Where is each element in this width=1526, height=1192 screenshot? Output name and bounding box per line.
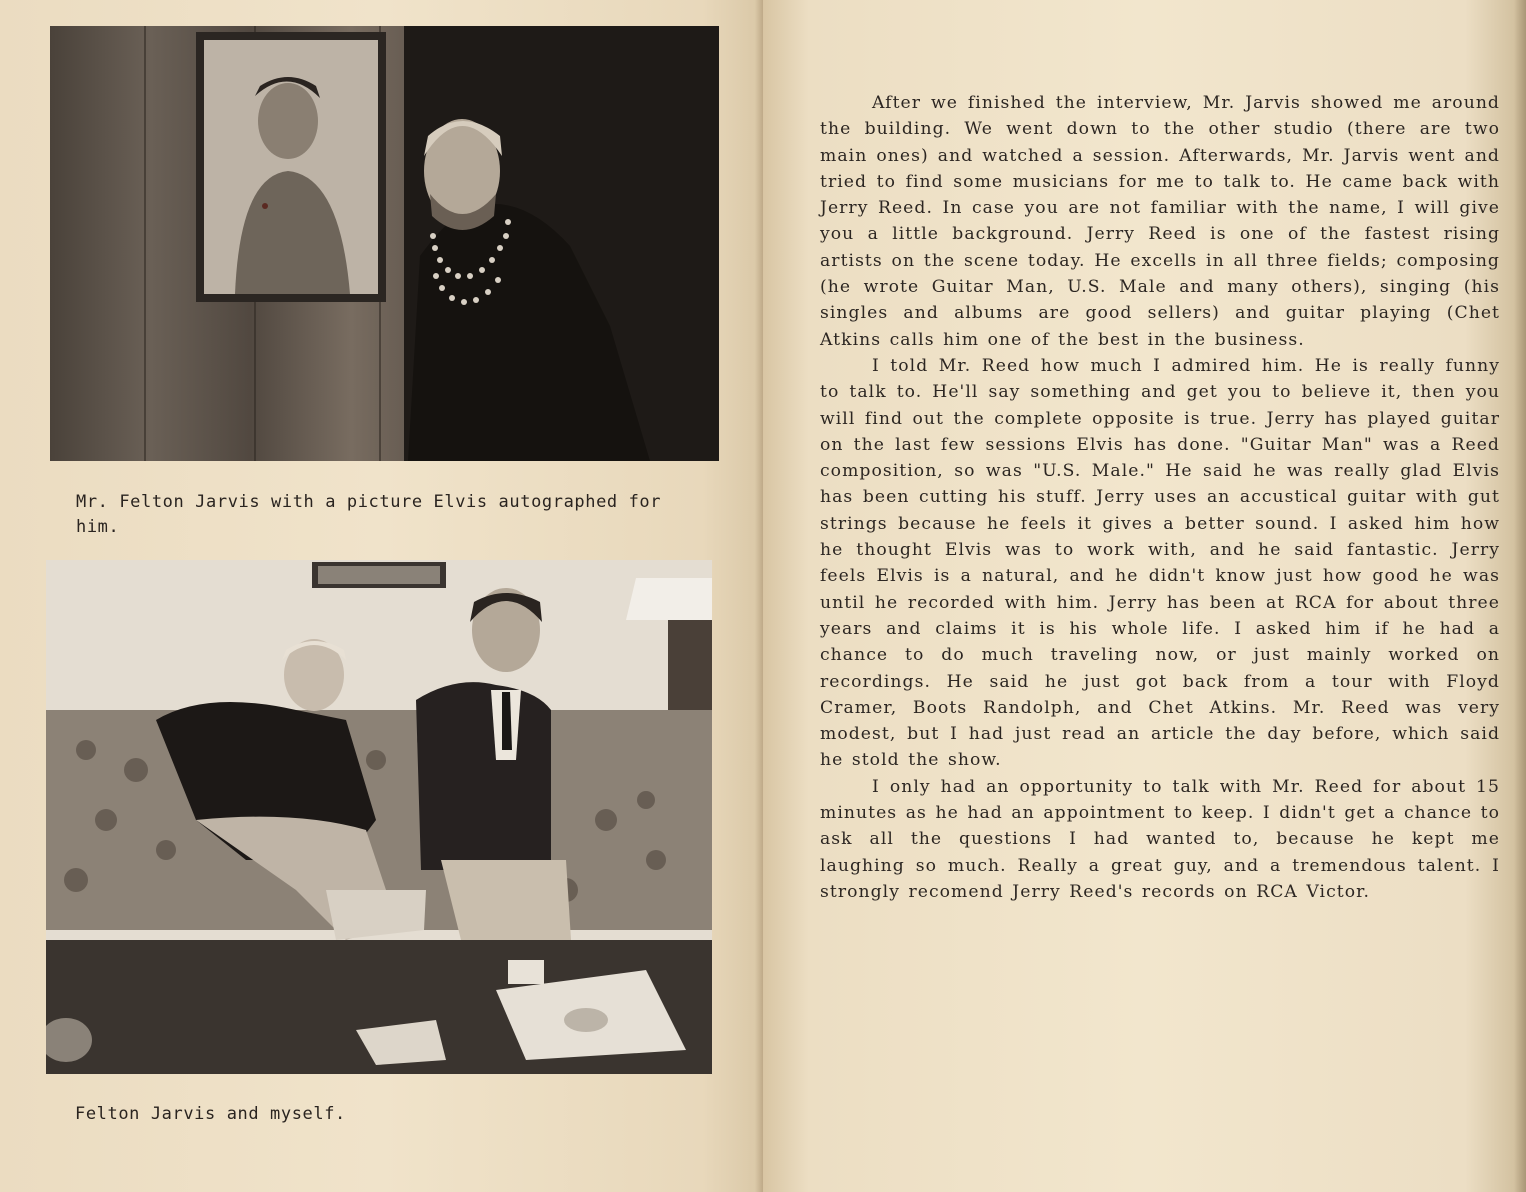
article-paragraph-1: After we finished the interview, Mr. Jarvis showed me around the building. We went down to the other studio (there are two main ones) and watched a session. Afterwards, Mr. Jarvis went and tried to find some musicians for me to talk to. He came back with Jerry Reed. In case you are not familiar with the name, I will give you a little background. Jerry Reed is one of the fastest rising artists on the scene today. He excells in all three fields; composing (he wrote Guitar Man, U.S. Male and many others), singing (his singles and albums are good sellers) and guitar playing (Chet Atkins calls him one of the best in the business.	[820, 93, 1500, 350]
photo2-caption: Felton Jarvis and myself.	[75, 1104, 346, 1124]
article-text	[820, 90, 1500, 905]
photo-felton-jarvis-and-author-on-sofa	[46, 560, 712, 1074]
photo1-caption: Mr. Felton Jarvis with a picture Elvis autographed for him.	[76, 492, 662, 537]
page-edge-shadow	[1514, 0, 1526, 1192]
photo-felton-jarvis-with-elvis-portrait	[50, 26, 719, 461]
article-paragraph-3: I only had an opportunity to talk with Mr. Reed for about 15 minutes as he had an appointment to keep. I didn't get a chance to ask all the questions I had wanted to, because he kept me laughing so much. Really a great guy, and a tremendous talent. I strongly recomend Jerry Reed's records on RCA Victor.	[820, 776, 1500, 902]
article-paragraph-2: I told Mr. Reed how much I admired him. He is really funny to talk to. He'll say something and get you to believe it, then you will find out the complete opposite is true. Jerry has played guitar on the last few sessions Elvis has done. "Guitar Man" was a Reed composition, so was "U.S. Male." He said he was really glad Elvis has been cutting his stuff. Jerry uses an accustical guitar with gut strings because he feels it gives a better sound. I asked him how he thought Elvis was to work with, and he said fantastic. Jerry feels Elvis is a natural, and he didn't know just how good he was until he recorded with him. Jerry has been at RCA for about three years and claims it is his whole life. I asked him if he had a chance to do much traveling now, or just mainly worked on recordings. He said he just got back from a tour with Floyd Cramer, Boots Randolph, and Chet Atkins. Mr. Reed was very modest, but I had just read an article the day before, which said he stold the show.	[820, 355, 1500, 771]
